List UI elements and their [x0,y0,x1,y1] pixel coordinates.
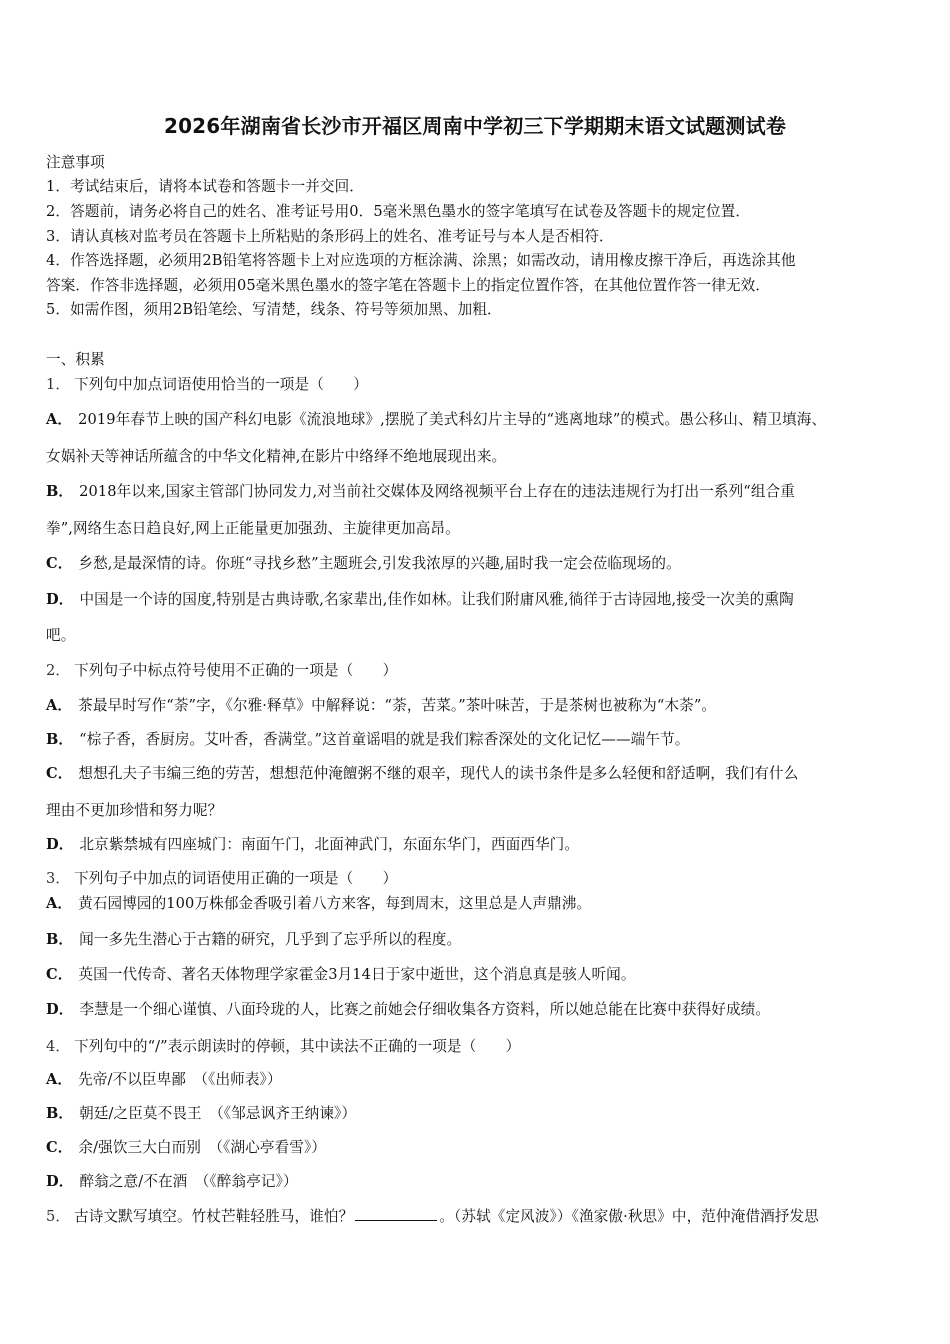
option-label: B． [46,1105,74,1122]
option-c [46,965,636,985]
notice-item: 答案．作答非选择题，必须用05毫米黑色墨水的签字笔在答题卡上的指定位置作答，在其他位置作答一律无效． [46,277,771,294]
option-c-continued: 理由不更加珍惜和努力呢？ [46,802,223,819]
option-label: C． [46,555,73,572]
option-label: A． [46,895,73,912]
option-b [46,730,689,750]
question-number: 1． [46,376,71,393]
question-number: 2． [46,662,71,679]
option-label: A． [46,1071,73,1088]
option-label: B． [46,483,74,500]
option-a [46,1070,282,1090]
question-text-continued: 。（苏轼《定风波》）《渔家傲·秋思》中，范仲淹借酒抒发思 [439,1208,819,1225]
option-text: 茶最早时写作“荼”字，《尔雅·释草》中解释说：“荼，苦菜。”茶叶味苦，于是茶树也被称为“木荼”。 [78,697,717,714]
notice-item: 3．请认真核对监考员在答题卡上所粘贴的条形码上的姓名、准考证号与本人是否相符． [46,228,614,245]
option-text: 朝廷/之臣莫不畏王 （《邹忌讽齐王纳谏》） [79,1105,357,1122]
notice-heading: 注意事项 [46,154,105,171]
option-label: C． [46,966,73,983]
question-text: 下列句子中加点的词语使用正确的一项是（ ） [74,870,398,887]
option-label: B． [46,931,74,948]
option-text: 闻一多先生潜心于古籍的研究，几乎到了忘乎所以的程度。 [79,931,462,948]
option-b [46,930,461,950]
question-number: 3． [46,870,71,887]
question-3-stem [46,869,397,889]
option-label: D． [46,1001,74,1018]
question-number: 4． [46,1038,71,1055]
option-d [46,1172,298,1192]
question-1-stem [46,375,368,395]
question-text: 下列句中的“/”表示朗读时的停顿，其中读法不正确的一项是（ ） [74,1038,521,1055]
option-d [46,835,579,855]
option-text: 乡愁,是最深情的诗。你班“寻找乡愁”主题班会,引发我浓厚的兴趣,届时我一定会莅临现场的。 [78,555,681,572]
option-c [46,1138,326,1158]
option-label: D． [46,591,74,608]
question-text: 下列句中加点词语使用恰当的一项是（ ） [74,376,368,393]
option-label: D． [46,1173,74,1190]
option-a [46,894,591,914]
option-a-continued: 女娲补天等神话所蕴含的中华文化精神,在影片中络绎不绝地展现出来。 [46,448,507,465]
option-text: 黄石园博园的100万株郁金香吸引着八方来客，每到周末，这里总是人声鼎沸。 [78,895,592,912]
section-heading: 一、积累 [46,351,105,368]
notice-item: 4．作答选择题，必须用2B铅笔将答题卡上对应选项的方框涂满、涂黑；如需改动，请用橡皮擦干净后，再选涂其他 [46,252,796,269]
question-text: 下列句子中标点符号使用不正确的一项是（ ） [74,662,398,679]
page-title: 2026年湖南省长沙市开福区周南中学初三下学期期末语文试题测试卷 [163,114,787,138]
option-label: C． [46,765,73,782]
option-d-continued: 吧。 [46,627,76,644]
option-label: A． [46,411,73,428]
question-number: 5． [46,1208,71,1225]
option-b [46,1104,356,1124]
option-text: 李慧是一个细心谨慎、八面玲珑的人，比赛之前她会仔细收集各方资料，所以她总能在比赛中获得好成绩。 [79,1001,771,1018]
option-d [46,590,794,610]
option-b [46,482,795,502]
option-text: 英国一代传奇、著名天体物理学家霍金3月14日于家中逝世，这个消息真是骇人听闻。 [78,966,636,983]
notice-item: 5．如需作图，须用2B铅笔绘、写清楚，线条、符号等须加黑、加粗． [46,301,502,318]
notice-item: 2．答题前，请务必将自己的姓名、准考证号用0．5毫米黑色墨水的签字笔填写在试卷及答题卡的规定位置． [46,203,751,220]
answer-blank[interactable] [355,1206,437,1221]
option-label: D． [46,836,74,853]
option-text: 余/强饮三大白而别 （《湖心亭看雪》） [78,1139,327,1156]
option-a [46,410,826,430]
option-label: B． [46,731,74,748]
option-text: 先帝/不以臣卑鄙 （《出师表》） [78,1071,282,1088]
option-b-continued: 拳”,网络生态日趋良好,网上正能量更加强劲、主旋律更加高昂。 [46,520,460,537]
option-text: 醉翁之意/不在酒 （《醉翁亭记》） [79,1173,298,1190]
option-text: “棕子香，香厨房。艾叶香，香满堂。”这首童谣唱的就是我们粽香深处的文化记忆——端午节。 [79,731,690,748]
question-4-stem [46,1037,520,1057]
question-text: 古诗文默写填空。竹杖芒鞋轻胜马，谁怕？ [74,1208,354,1225]
question-2-stem [46,661,397,681]
notice-item: 1．考试结束后，请将本试卷和答题卡一并交回． [46,178,364,195]
option-text: 北京紫禁城有四座城门：南面午门，北面神武门，东面东华门，西面西华门。 [79,836,580,853]
option-a [46,696,716,716]
option-text: 想想孔夫子韦编三绝的劳苦，想想范仲淹饘粥不继的艰辛，现代人的读书条件是多么轻便和舒适啊，我们有什么 [78,765,799,782]
option-d [46,1000,770,1020]
option-c [46,764,798,784]
question-5-stem [46,1206,819,1227]
option-text: 2019年春节上映的国产科幻电影《流浪地球》,摆脱了美式科幻片主导的“逃离地球”的模式。愚公移山、精卫填海、 [78,411,827,428]
option-label: A． [46,697,73,714]
option-text: 中国是一个诗的国度,特别是古典诗歌,名家辈出,佳作如林。让我们附庸风雅,徜徉于古诗园地,接受一次美的熏陶 [79,591,794,608]
option-text: 2018年以来,国家主管部门协同发力,对当前社交媒体及网络视频平台上存在的违法违规行为打出一系列“组合重 [79,483,795,500]
option-label: C． [46,1139,73,1156]
option-c [46,554,681,574]
